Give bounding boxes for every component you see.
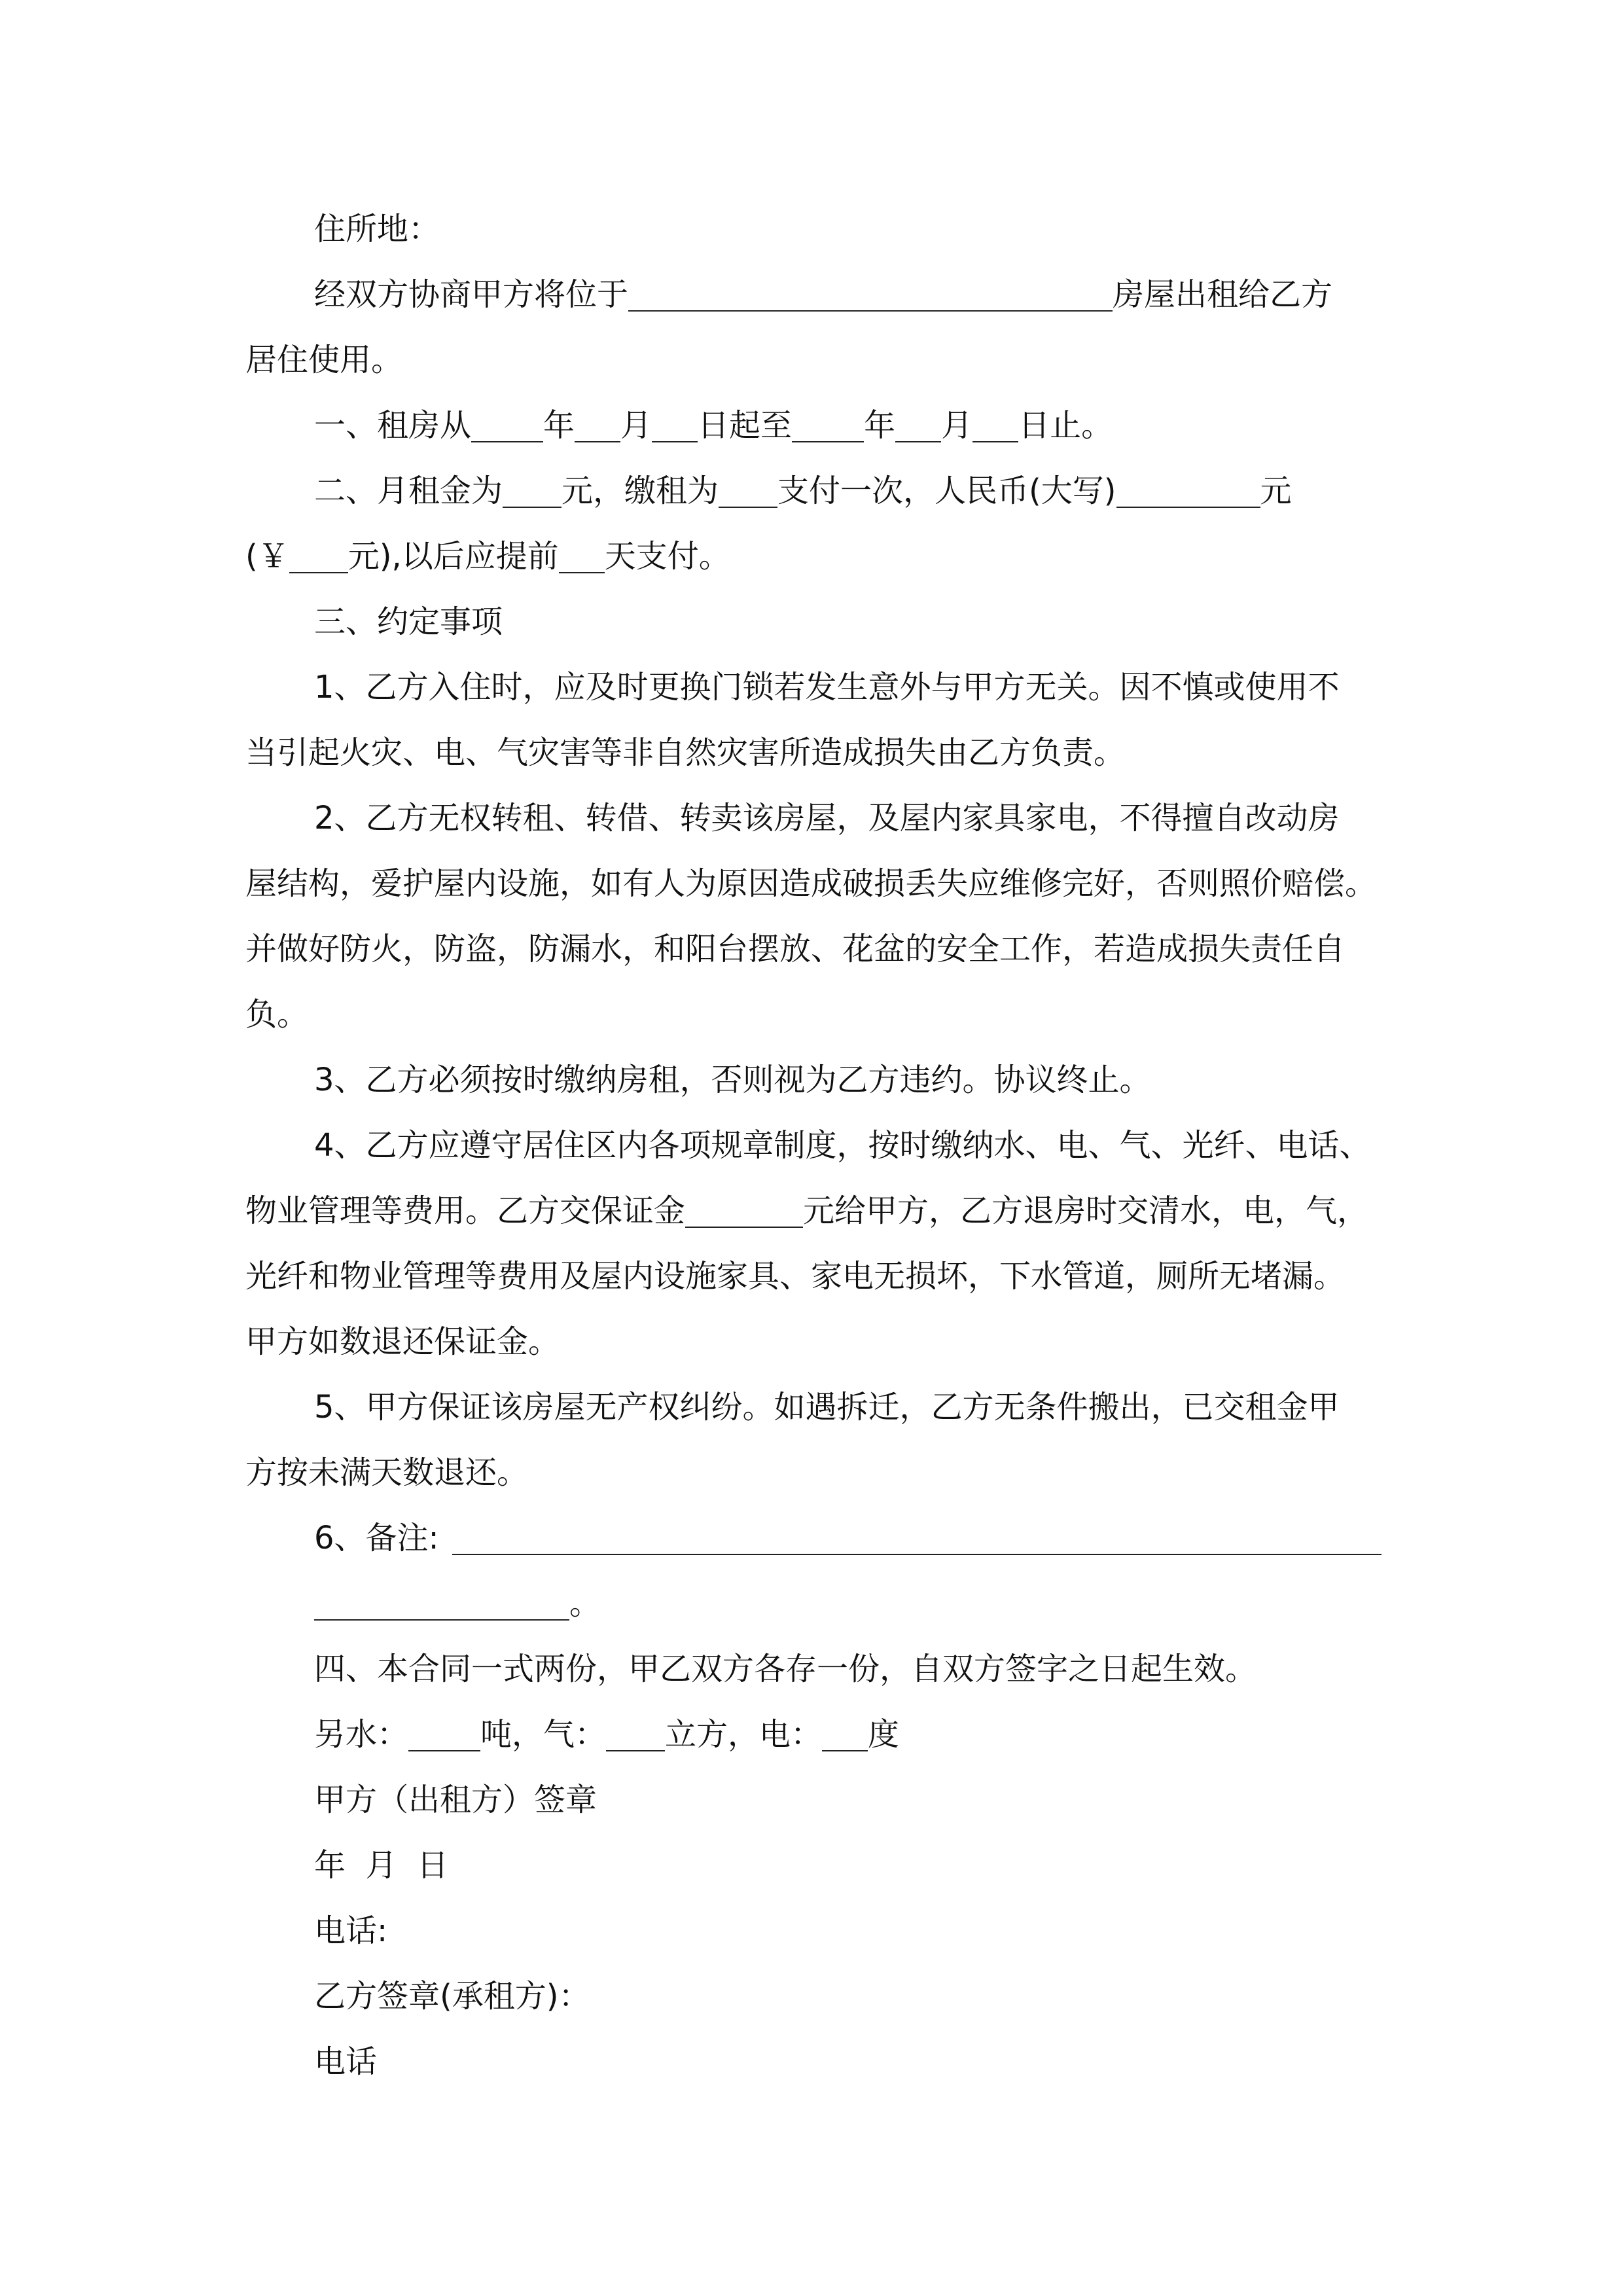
item4-line-2 [245, 1178, 1384, 1244]
address-blank[interactable] [628, 271, 1113, 312]
intro-text-a: 经双方协商甲方将位于 [314, 276, 629, 313]
party-b-phone: 电话 [314, 2043, 378, 2080]
rent-yuan-text: 元 [1260, 473, 1292, 509]
item4-line-4: 甲方如数退还保证金。 [245, 1323, 560, 1360]
end-year-blank[interactable] [792, 402, 864, 442]
item4-line-3: 光纤和物业管理等费用及屋内设施家具、家电无损坏，下水管道，厕所无堵漏。 [245, 1258, 1346, 1295]
rent-amount-blank[interactable] [289, 533, 348, 573]
item2-line-2: 屋结构，爱护屋内设施，如有人为原因造成破损丢失应维修完好，否则照价赔偿。 [245, 865, 1377, 902]
rent-yen-text: (￥ [245, 538, 289, 575]
term-end-label: 日止。 [1018, 407, 1113, 444]
rent-line-continued [245, 524, 1384, 589]
item1-line-2: 当引起火灾、电、气灾害等非自然灾害所造成损失由乙方负责。 [245, 734, 1126, 771]
note-label: 6、备注: [314, 1520, 439, 1556]
deposit-blank[interactable] [685, 1187, 803, 1228]
rent-unit-text: 元，缴租为 [562, 473, 719, 509]
end-day-blank[interactable] [972, 402, 1018, 442]
electric-label: 立方，电： [665, 1716, 823, 1753]
rent-line [245, 458, 1384, 524]
signature-date: 年 月 日 [314, 1847, 449, 1884]
pay-text: 天支付。 [604, 538, 730, 575]
term-text: 一、租房从 [314, 407, 472, 444]
deposit-text: 物业管理等费用。乙方交保证金 [245, 1193, 686, 1229]
party-a-phone: 电话: [314, 1912, 388, 1949]
water-blank[interactable] [408, 1711, 480, 1751]
party-a-signature: 甲方（出租方）签章 [314, 1782, 597, 1818]
term-month-label: 月 [620, 407, 652, 444]
degree-label: 度 [868, 1716, 900, 1753]
intro-line [245, 262, 1384, 327]
term-until-label: 日起至 [698, 407, 793, 444]
term-end-month-label: 月 [941, 407, 973, 444]
term-year-label: 年 [543, 407, 575, 444]
advance-days-blank[interactable] [559, 533, 605, 573]
note-blank-continued[interactable] [314, 1580, 569, 1621]
item5-line-1: 5、甲方保证该房屋无产权纠纷。如遇拆迁，乙方无条件搬出，已交租金甲 [314, 1389, 1340, 1426]
copies-line: 四、本合同一式两份，甲乙双方各存一份，自双方签字之日起生效。 [314, 1651, 1257, 1687]
gas-label: 吨，气： [480, 1716, 607, 1753]
note-line [245, 1505, 1384, 1571]
item5-line-2: 方按未满天数退还。 [245, 1454, 529, 1491]
rent-text: 二、月租金为 [314, 473, 503, 509]
gas-blank[interactable] [606, 1711, 665, 1751]
note-blank[interactable] [452, 1515, 1382, 1555]
meters-line [245, 1702, 1384, 1767]
water-label: 另水： [314, 1716, 409, 1753]
item1-line-1: 1、乙方入住时，应及时更换门锁若发生意外与甲方无关。因不慎或使用不 [314, 669, 1340, 706]
rent-rmb-text: 支付一次，人民币(大写) [777, 473, 1116, 509]
item2-line-3: 并做好防火，防盗，防漏水，和阳台摆放、花盆的安全工作，若造成损失责任自 [245, 931, 1346, 967]
item3-line: 3、乙方必须按时缴纳房租，否则视为乙方违约。协议终止。 [314, 1062, 1151, 1098]
monthly-rent-blank[interactable] [503, 467, 562, 508]
advance-text: 元),以后应提前 [348, 538, 559, 575]
agreed-heading: 三、约定事项 [314, 603, 503, 640]
contract-body [245, 196, 1384, 2094]
note-end: 。 [569, 1585, 601, 1622]
deposit-text-continued: 元给甲方，乙方退房时交清水，电，气， [803, 1193, 1369, 1229]
term-end-year-label: 年 [864, 407, 896, 444]
intro-text-b: 房屋出租给乙方 [1113, 276, 1333, 313]
intro-continued: 居住使用。 [245, 342, 403, 378]
party-b-signature: 乙方签章(承租方)： [314, 1978, 590, 2015]
end-month-blank[interactable] [895, 402, 941, 442]
start-month-blank[interactable] [575, 402, 620, 442]
start-year-blank[interactable] [471, 402, 543, 442]
note-line-continued [245, 1571, 1384, 1636]
electric-blank[interactable] [822, 1711, 868, 1751]
rent-capital-blank[interactable] [1116, 467, 1260, 508]
item4-line-1: 4、乙方应遵守居住区内各项规章制度，按时缴纳水、电、气、光纤、电话、 [314, 1127, 1371, 1164]
item2-line-4: 负。 [245, 996, 309, 1033]
term-line [245, 393, 1384, 458]
item2-line-1: 2、乙方无权转租、转借、转卖该房屋，及屋内家具家电，不得擅自改动房 [314, 800, 1340, 836]
residence-line: 住所地： [314, 211, 440, 247]
payment-cycle-blank[interactable] [719, 467, 777, 508]
start-day-blank[interactable] [652, 402, 698, 442]
